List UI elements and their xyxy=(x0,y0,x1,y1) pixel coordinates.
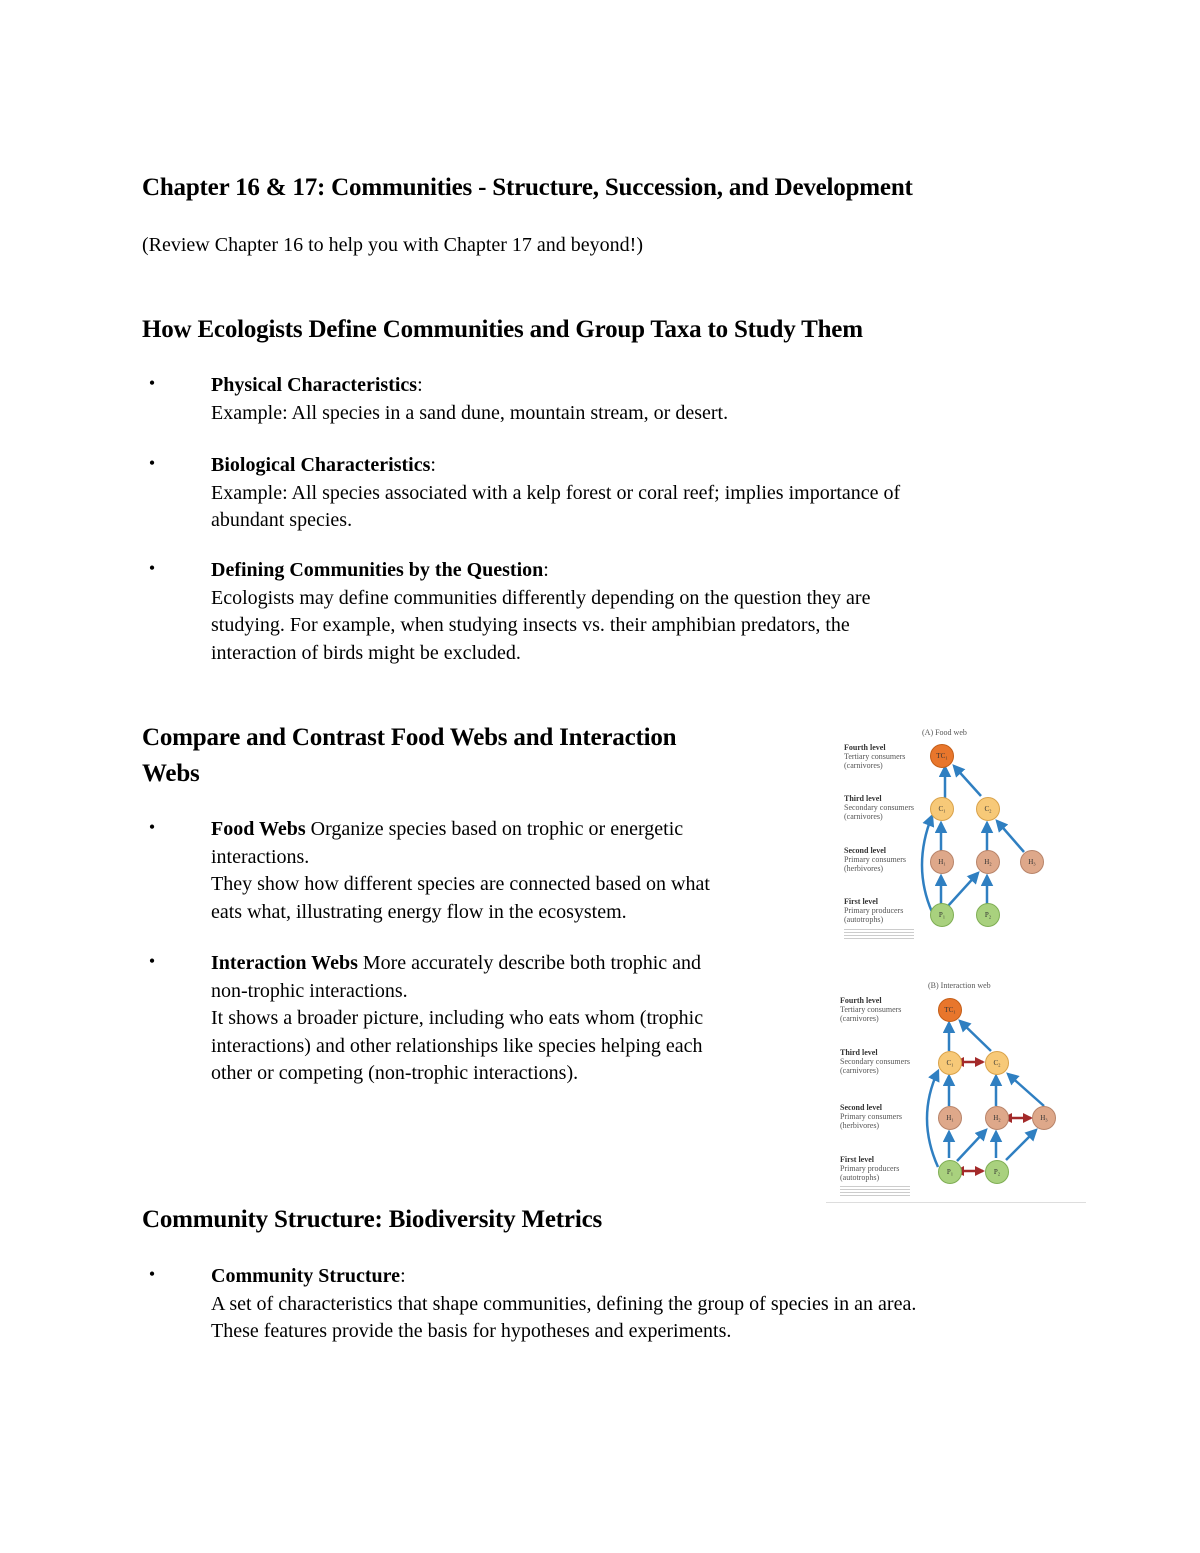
node-h2: H₂ xyxy=(976,850,1000,874)
item-text: These features provide the basis for hypotheses and experiments. xyxy=(211,1320,732,1342)
term: Defining Communities by the Question xyxy=(211,559,544,581)
list-item-question: Defining Communities by the Question: Ecologists may define communities differently depending on the question they are studying. For example, when studying insects vs. their amphibian predators, the interaction of birds might be excluded. xyxy=(211,559,871,664)
node-p1: P₁ xyxy=(930,903,954,927)
node-c2: C₂ xyxy=(985,1051,1009,1075)
term: Biological Characteristics xyxy=(211,454,431,476)
node-c1: C₁ xyxy=(930,797,954,821)
level-label: Third level Secondary consumers (carnivores) xyxy=(844,794,914,821)
item-text: Example: All species associated with a kelp forest or coral reef; implies importance of xyxy=(211,481,901,504)
term: Physical Characteristics xyxy=(211,374,418,396)
term: Community Structure xyxy=(211,1265,401,1287)
figure-title: (A) Food web xyxy=(922,728,967,737)
item-text: interaction of birds might be excluded. xyxy=(211,641,521,664)
bullet-icon: • xyxy=(148,951,156,971)
node-tc1: TC₁ xyxy=(930,744,954,768)
term: Food Webs xyxy=(211,818,306,840)
interaction-web-figure xyxy=(826,978,1086,1203)
bullet-icon: • xyxy=(148,373,156,393)
level-label: Fourth level Tertiary consumers (carnivores) xyxy=(844,743,906,770)
item-text: abundant species. xyxy=(211,509,353,531)
list-item-interaction-webs: Interaction Webs More accurately describe both trophic and non-trophic interactions. It shows a broader picture, including who eats whom (trophic interactions) and other relationships like species helping each other or competing (non-trophic interactions). xyxy=(211,952,704,1084)
list-item-physical: Physical Characteristics: Example: All species in a sand dune, mountain stream, or desert. xyxy=(211,374,729,424)
node-c1: C₁ xyxy=(938,1051,962,1075)
bullet-icon: • xyxy=(148,558,156,578)
figure-title: (B) Interaction web xyxy=(928,981,991,990)
item-text: Ecologists may define communities differently depending on the question they are xyxy=(211,586,871,609)
item-text: Example: All species in a sand dune, mountain stream, or desert. xyxy=(211,401,729,424)
level-label: Second level Primary consumers (herbivores) xyxy=(844,846,906,873)
node-h1: H₁ xyxy=(930,850,954,874)
node-tc1: TC₁ xyxy=(938,998,962,1022)
node-p2: P₂ xyxy=(985,1160,1009,1184)
page-subtitle: (Review Chapter 16 to help you with Chapter 17 and beyond!) xyxy=(142,234,643,256)
level-label: Third level Secondary consumers (carnivores) xyxy=(840,1048,910,1075)
figure-credit xyxy=(840,1186,910,1196)
list-item-food-webs: Food Webs Organize species based on trophic or energetic interactions. They show how different species are connected based on what eats what, illustrating energy flow in the ecosystem. xyxy=(211,818,710,923)
food-web-figure xyxy=(828,726,1036,942)
bullet-icon: • xyxy=(148,1264,156,1284)
level-label: First level Primary producers (autotrophs) xyxy=(840,1155,900,1182)
bullet-icon: • xyxy=(148,453,156,473)
node-c2: C₂ xyxy=(976,797,1000,821)
level-label: First level Primary producers (autotrophs) xyxy=(844,897,904,924)
section-heading-community-structure: Community Structure: Biodiversity Metrics xyxy=(142,1206,603,1233)
level-label: Fourth level Tertiary consumers (carnivores) xyxy=(840,996,902,1023)
node-h3: H₃ xyxy=(1032,1106,1056,1130)
bullet-icon: • xyxy=(148,817,156,837)
level-label: Second level Primary consumers (herbivores) xyxy=(840,1103,902,1130)
node-h2: H₂ xyxy=(985,1106,1009,1130)
node-h1: H₁ xyxy=(938,1106,962,1130)
section-heading-define-communities: How Ecologists Define Communities and Group Taxa to Study Them xyxy=(142,316,863,343)
list-item-community-structure: Community Structure: A set of characteristics that shape communities, defining the group of species in an area. These features provide the basis for hypotheses and experiments. xyxy=(211,1265,917,1342)
page-title: Chapter 16 & 17: Communities - Structure, Succession, and Development xyxy=(142,174,913,201)
node-p2: P₂ xyxy=(976,903,1000,927)
term: Interaction Webs xyxy=(211,952,358,974)
node-h3: H₃ xyxy=(1020,850,1044,874)
section-heading-food-webs: Compare and Contrast Food Webs and Interaction Webs xyxy=(142,724,677,787)
list-item-biological: Biological Characteristics: Example: All species associated with a kelp forest or coral reef; implies importance of abundant species. xyxy=(211,454,901,531)
figure-credit xyxy=(844,929,914,939)
item-text: studying. For example, when studying insects vs. their amphibian predators, the xyxy=(211,614,850,636)
item-text: A set of characteristics that shape communities, defining the group of species in an area. xyxy=(211,1292,917,1315)
node-p1: P₁ xyxy=(938,1160,962,1184)
